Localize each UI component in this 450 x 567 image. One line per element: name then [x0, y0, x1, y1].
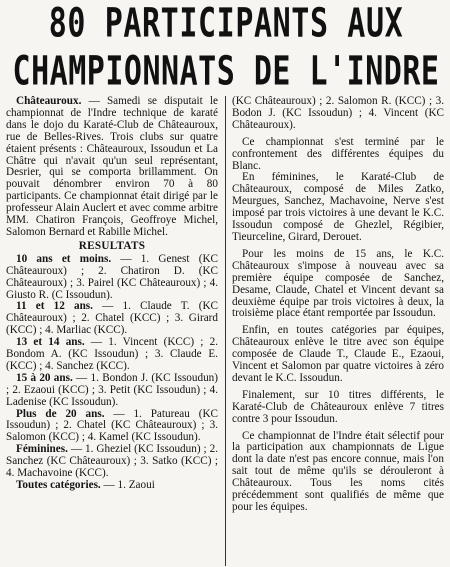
- results-heading: RESULTATS: [78, 239, 146, 252]
- result-text: — 1. Zaoui: [100, 479, 155, 491]
- left-column: [6, 96, 218, 492]
- result-text: — 1. Patureau (KC Issoudun) ; 2. Chatel (KC Châteauroux) ; 3. Salomon (KCC) ; 4. Kamel (KC Issoudun).: [6, 407, 218, 444]
- result-category-13-14: [6, 337, 218, 373]
- headline: [6, 0, 446, 96]
- result-label: 15 à 20 ans.: [16, 371, 73, 384]
- result-category-11-12: [6, 301, 218, 337]
- result-label: 11 et 12 ans.: [16, 300, 93, 313]
- result-text: — 1. Vincent (KCC) ; 2. Bondom A. (KC Issoudun) ; 3. Claude E. (KCC) ; 4. Sanchez (KCC).: [6, 336, 218, 372]
- paragraph-feminines: En féminines, le Karaté-Club de Châteauroux, composé de Miles Zatko, Meurgues, Sanchez, Machavoine, Nerve s'est imposé par trois victoires à une devant le K.C. Issoudun composé de Ghezlel, Régibier, Tieurceline, Girard, Derouet.: [232, 171, 444, 243]
- result-text: — 1. Gheziel (KC Issoudun) ; 2. Sanchez (KC Châteauroux) ; 3. Satko (KCC) ; 4. Machavoine (KCC).: [6, 443, 218, 480]
- right-column: [232, 96, 444, 514]
- result-category-plus-20: [6, 409, 218, 445]
- intro-paragraph: [6, 96, 218, 239]
- result-label: Féminines.: [16, 443, 68, 456]
- result-text: — 1. Bondon J. (KC Issoudun) ; 2. Ezaoui (KCC) ; 3. Petit (KC Issoudun) ; 4. Ladenise (KC Issoudun).: [6, 371, 219, 408]
- dateline: Châteauroux.: [16, 95, 82, 107]
- headline-line-2: CHAMPIONNATS DE L'INDRE: [12, 47, 440, 96]
- result-category-toutes: [6, 480, 218, 492]
- paragraph-all-categories: Enfin, en toutes catégories par équipes, Châteauroux enlève le titre avec son équipe composée de Claude T., Claude E., Ezaoui, Vincent et Salomon par quatre victoires à zéro devant le K.C. Issoudun.: [232, 324, 444, 384]
- result-category-10: [6, 254, 218, 302]
- result-label: Plus de 20 ans.: [16, 407, 105, 420]
- result-label: 13 et 14 ans.: [16, 336, 85, 349]
- column-divider: [225, 96, 226, 566]
- result-text: — 1. Genest (KC Châteauroux) ; 2. Chatiron D. (KC Châteauroux) ; 3. Pairel (KC Châteauroux) ; 4. Giusto R. (C Issoudun).: [6, 252, 218, 301]
- headline-line-1: 80 PARTICIPANTS AUX: [48, 0, 404, 48]
- paragraph-league-selection: Ce championnat de l'Indre était sélectif pour la participation aux championnats de Ligue dont la date n'est pas encore connue, mais l'on sait tout de même qu'ils se dérouleront à Châteauroux. Tous les noms cités précédemment sont qualifiés de même que pour les équipes.: [232, 429, 444, 513]
- intro-text: — Samedi se disputait le championnat de l'Indre technique de karaté dans le dojo du Karaté-Club de Châteauroux, rue de Belles-Rives. Trois clubs sur quatre étaient présents : Châteauroux, Issoudun et La Châtre qui n'avait qu'un seul représentant, Desrier, qui se comporta brillamment. On pouvait dénombrer environ 70 à 80 participants. Ce championnat était dirigé par le professeur Alain Auclert et avec comme arbitre MM. Chatiron François, Geoffroye Michel, Salomon Bernard et Rabille Michel.: [6, 95, 218, 238]
- paragraph-under-15: Pour les moins de 15 ans, le K.C. Châteauroux s'impose à nouveau avec sa première équipe composée de Sanchez, Desame, Claude, Chatel et Vincent devant sa deuxième équipe par trois victoires à deux, la troisième place étant remportée par Issoudun.: [232, 247, 444, 320]
- result-label: Toutes catégories.: [16, 479, 101, 491]
- paragraph-final-tally: Finalement, sur 10 titres différents, le Karaté-Club de Châteauroux enlève 7 titres contre 3 pour Issoudun.: [232, 388, 444, 425]
- result-label: 10 ans et moins.: [16, 252, 112, 265]
- result-category-feminines: [6, 444, 218, 480]
- paragraph-teams-intro: Ce championnat s'est terminé par le confrontement des différentes équipes du Blanc.: [232, 135, 444, 172]
- continued-results: (KC Châteauroux) ; 2. Salomon R. (KCC) ; 3. Bodon J. (KC Issoudun) ; 4. Vincent (KC Châteauroux).: [232, 95, 444, 131]
- result-text: — 1. Claude T. (KC Châteauroux) ; 2. Chatel (KCC) ; 3. Girard (KCC) ; 4. Marliac (KCC).: [6, 300, 218, 337]
- result-category-15-20: [6, 373, 218, 409]
